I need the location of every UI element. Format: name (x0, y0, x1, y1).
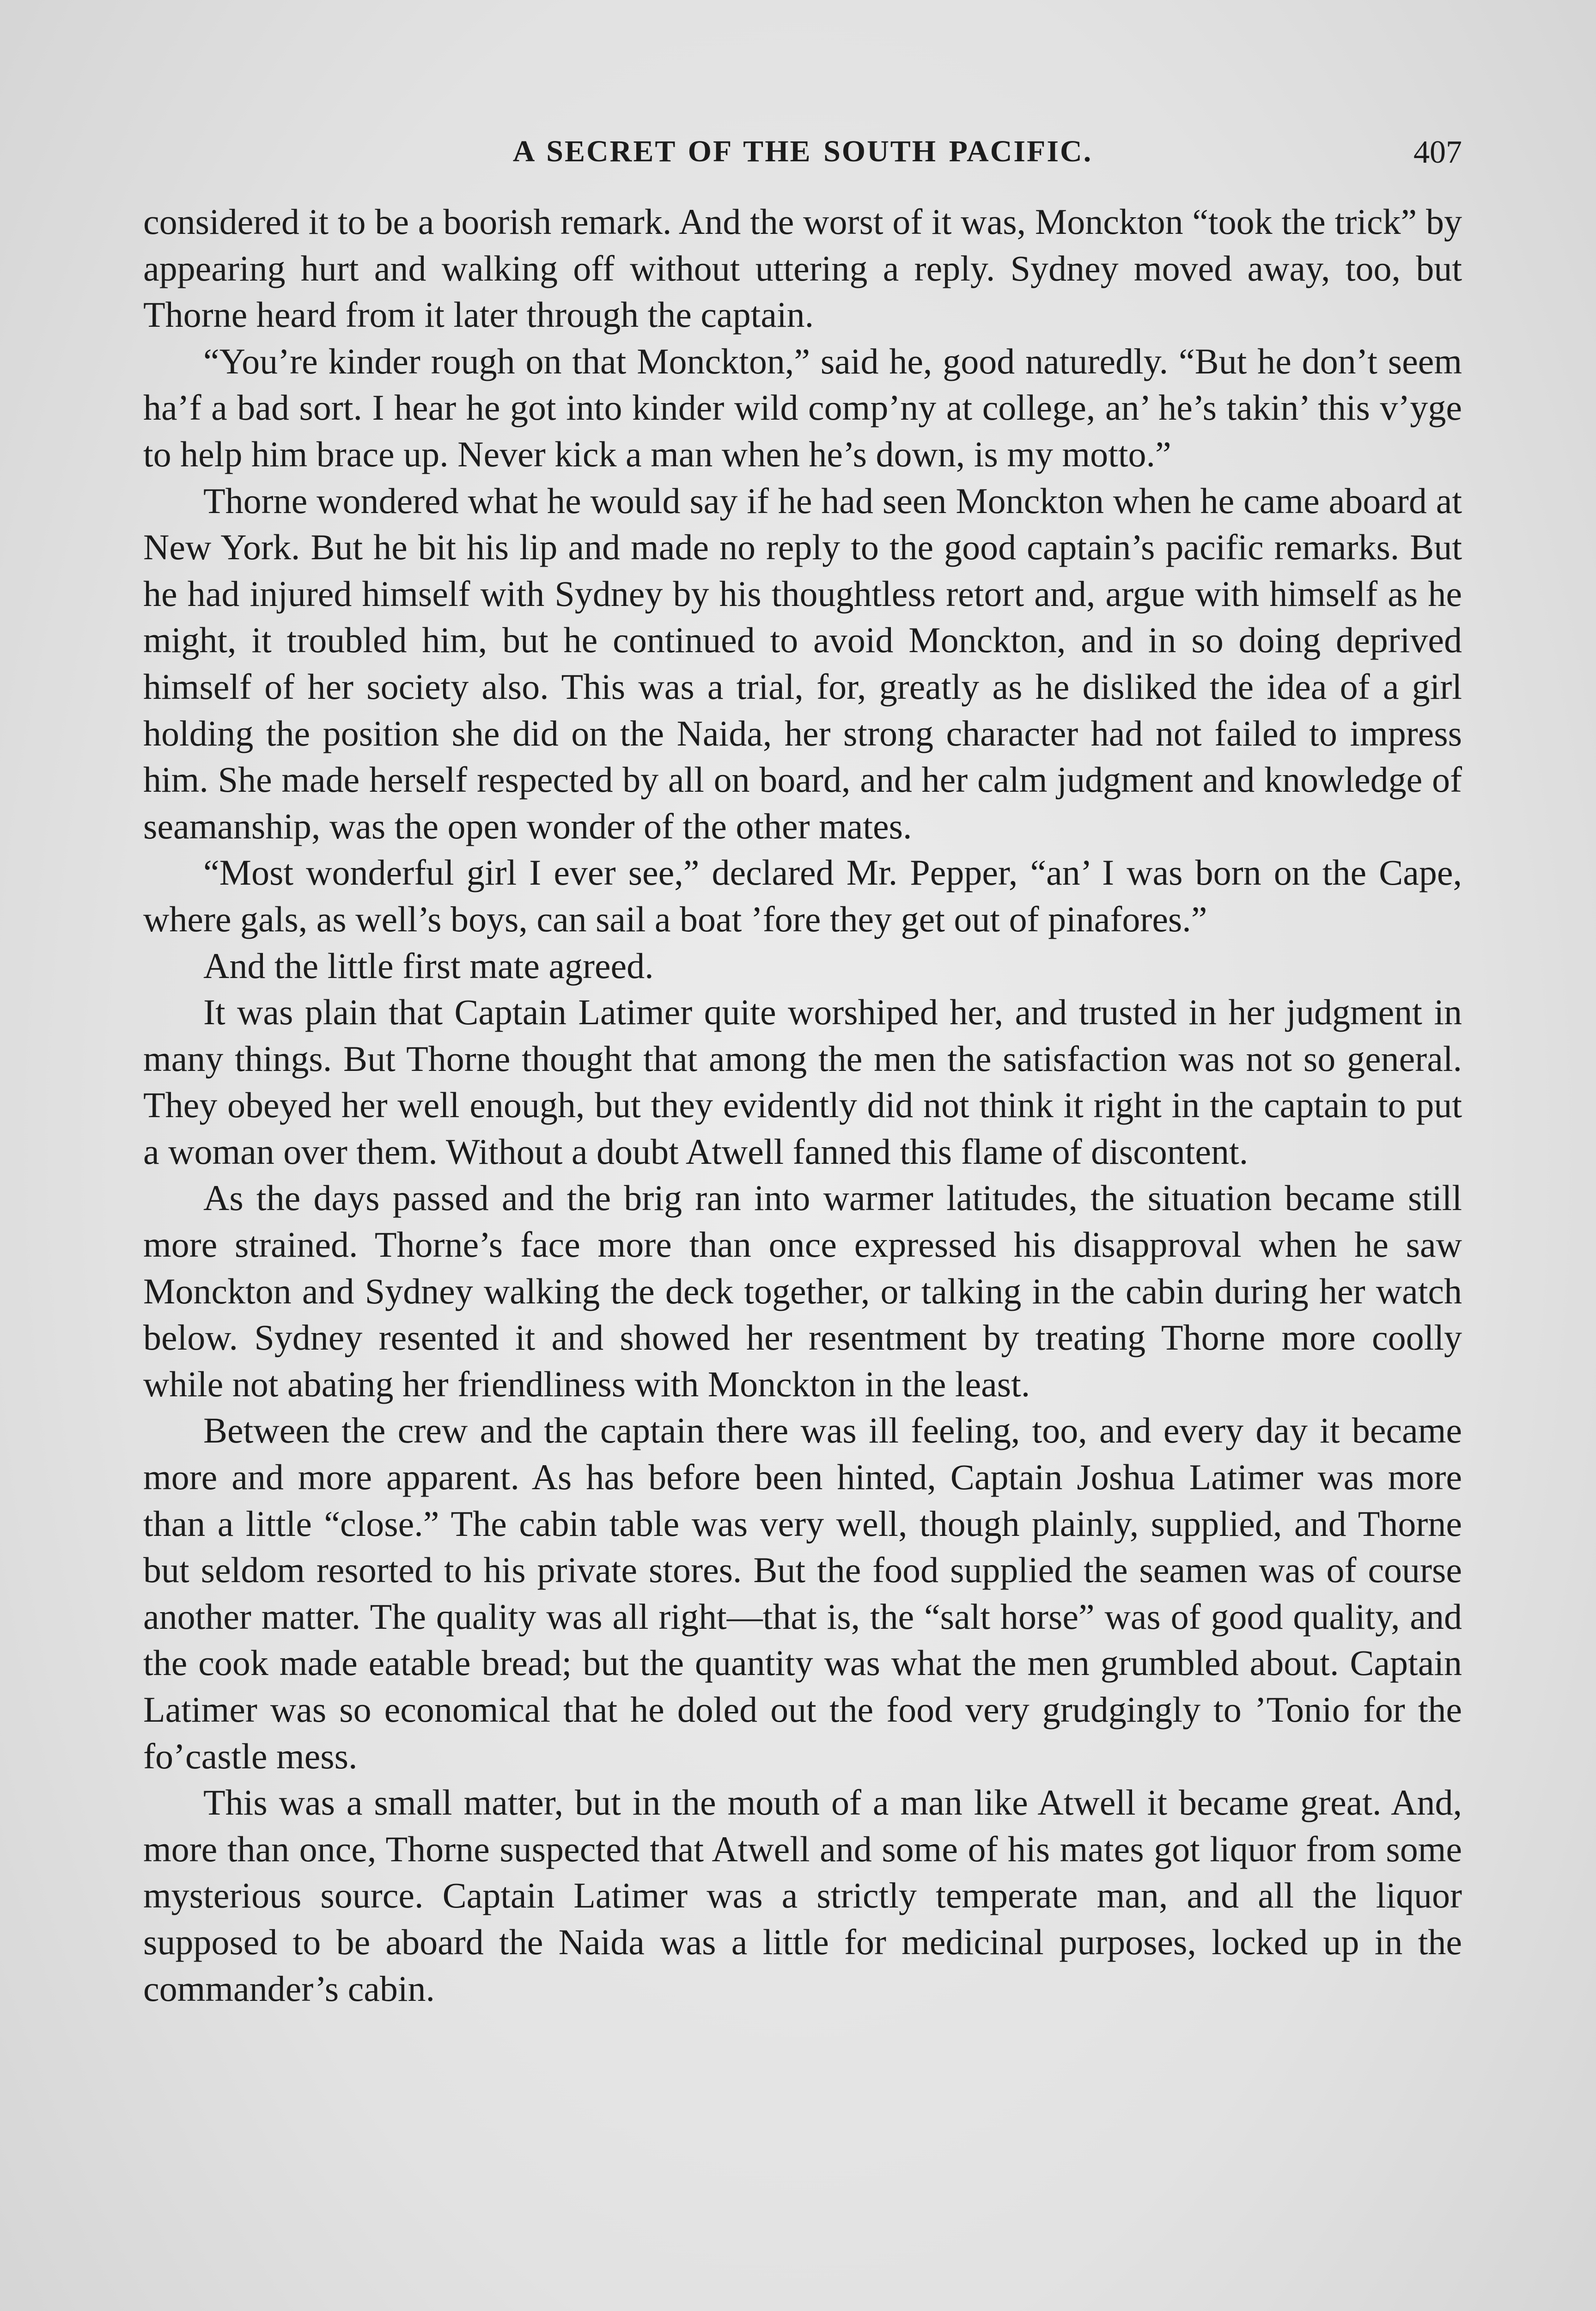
paragraph: Thorne wondered what he would say if he had seen Monckton when he came aboard at New York. But he bit his lip and made no reply to the good captain’s pacific remarks. But he had injured himself with Sydney by his thoughtless retort and, argue with himself as he might, it troubled him, but he continued to avoid Monckton, and in so doing deprived himself of her society also. This was a trial, for, greatly as he disliked the idea of a girl holding the position she did on the Naida, her strong character had not failed to impress him. She made herself respected by all on board, and her calm judgment and knowledge of seamanship, was the open wonder of the other mates. (143, 480, 1462, 846)
running-head (143, 134, 1462, 185)
running-title: A SECRET OF THE SOUTH PACIFIC. (512, 135, 1093, 168)
paragraph: This was a small matter, but in the mouth of a man like Atwell it became great. And, more than once, Thorne suspected that Atwell and some of his mates got liquor from some mysterious source. Captain Latimer was a strictly temperate man, and all the liquor supposed to be aboard the Naida was a little for medicinal purposes, locked up in the commander’s cabin. (143, 1782, 1462, 2009)
paragraph: “You’re kinder rough on that Monckton,” said he, good naturedly. “But he don’t seem ha’f a bad sort. I hear he got into kinder wild comp’ny at college, an’ he’s takin’ this v’yge to help him brace up. Never kick a man when he’s down, is my motto.” (143, 341, 1462, 474)
body-text (143, 199, 1462, 2012)
paragraph: Between the crew and the captain there was ill feeling, too, and every day it became more and more apparent. As has before been hinted, Captain Joshua Latimer was more than a little “close.” The cabin table was very well, though plainly, supplied, and Thorne but seldom resorted to his private stores. But the food supplied the seamen was of course another matter. The quality was all right—that is, the “salt horse” was of good quality, and the cook made eatable bread; but the quantity was what the men grumbled about. Captain Latimer was so economical that he doled out the food very grudgingly to ’Tonio for the fo’castle mess. (143, 1410, 1462, 1776)
paragraph: As the days passed and the brig ran into warmer latitudes, the situation became still more strained. Thorne’s face more than once expressed his disapproval when he saw Monckton and Sydney walking the deck together, or talking in the cabin during her watch below. Sydney resented it and showed her resentment by treating Thorne more coolly while not abating her friendliness with Monckton in the least. (143, 1178, 1462, 1404)
paragraph: And the little first mate agreed. (203, 945, 654, 986)
paragraph: It was plain that Captain Latimer quite worshiped her, and trusted in her judgment in many things. But Thorne thought that among the men the satisfaction was not so general. They obeyed her well enough, but they evidently did not think it right in the captain to put a woman over them. Without a doubt Atwell fanned this flame of discontent. (143, 992, 1462, 1172)
paragraph: considered it to be a boorish remark. And the worst of it was, Monckton “took the trick” by appearing hurt and walking off without uttering a reply. Sydney moved away, too, but Thorne heard from it later through the captain. (143, 202, 1462, 335)
page-number: 407 (1413, 135, 1462, 170)
paragraph: “Most wonderful girl I ever see,” declared Mr. Pepper, “an’ I was born on the Cape, where gals, as well’s boys, can sail a boat ’fore they get out of pinafores.” (143, 852, 1462, 939)
